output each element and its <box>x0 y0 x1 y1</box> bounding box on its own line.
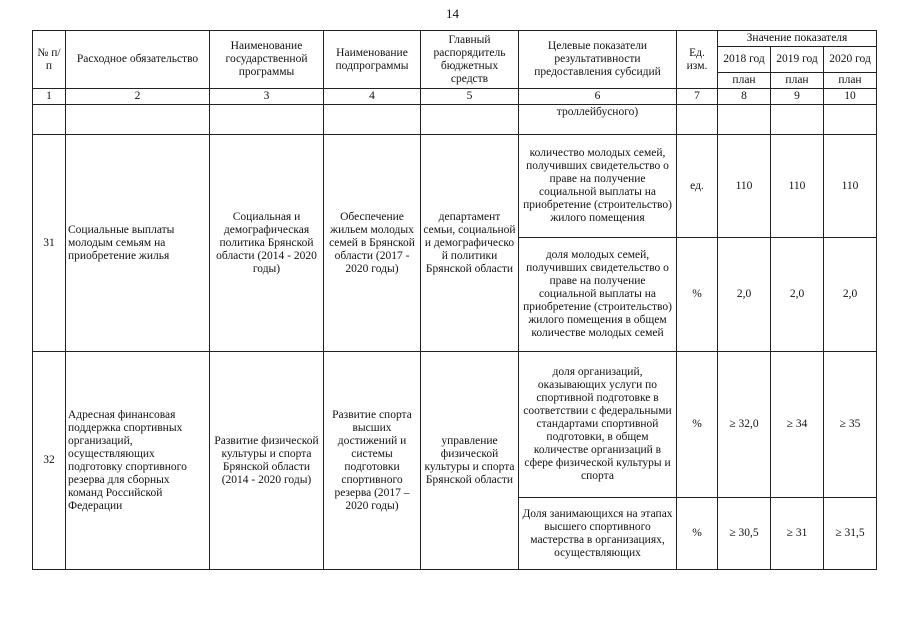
value-2018: ≥ 32,0 <box>718 352 771 498</box>
unit: % <box>677 352 718 498</box>
value-2018: 110 <box>718 135 771 238</box>
header-subprogram: Наименование подпрограммы <box>324 31 421 89</box>
value-2018: 2,0 <box>718 238 771 352</box>
header-expense: Расходное обязательство <box>66 31 210 89</box>
column-numbers-row <box>33 89 877 105</box>
column-number: 6 <box>519 89 677 105</box>
subprogram-name: Развитие спорта высших достижений и системы подготовки спортивного резерва (2017 – 2020 годы) <box>324 352 421 570</box>
column-number: 10 <box>824 89 877 105</box>
column-number: 8 <box>718 89 771 105</box>
value-2020: 2,0 <box>824 238 877 352</box>
subprogram-name: Обеспечение жильем молодых семей в Брянской области (2017 - 2020 годы) <box>324 135 421 352</box>
header-manager: Главный распорядитель бюджетных средств <box>421 31 519 89</box>
unit: % <box>677 498 718 570</box>
table-row <box>33 352 877 498</box>
value-2020: ≥ 35 <box>824 352 877 498</box>
target-indicator: доля молодых семей, получивших свидетельство о праве на получение социальной выплаты на приобретение (строительство) жилого помещения в общем количестве молодых семей <box>519 238 677 352</box>
program-name: Социальная и демографическая политика Брянской области (2014 - 2020 годы) <box>210 135 324 352</box>
header-row <box>33 31 877 47</box>
row-number: 31 <box>33 135 66 352</box>
value-2020: 110 <box>824 135 877 238</box>
value-2019: 110 <box>771 135 824 238</box>
unit: % <box>677 238 718 352</box>
target-indicator: доля организаций, оказывающих услуги по спортивной подготовке в соответствии с федеральными стандартами спортивной подготовки, в общем количестве организаций в сфере физической культуры и спорта <box>519 352 677 498</box>
value-2020: ≥ 31,5 <box>824 498 877 570</box>
header-plan: план <box>824 73 877 89</box>
value-2018: ≥ 30,5 <box>718 498 771 570</box>
header-year-2019: 2019 год <box>771 47 824 73</box>
budget-table <box>32 30 877 570</box>
row-number: 32 <box>33 352 66 570</box>
page-number: 14 <box>446 6 459 21</box>
header-targets: Целевые показатели результативности предоставления субсидий <box>519 31 677 89</box>
continuation-target: троллейбусного) <box>519 105 677 135</box>
expense-obligation: Социальные выплаты молодым семьям на приобретение жилья <box>66 135 210 352</box>
value-2019: ≥ 31 <box>771 498 824 570</box>
header-year-2020: 2020 год <box>824 47 877 73</box>
header-program: Наименование государственной программы <box>210 31 324 89</box>
budget-manager: управление физической культуры и спорта Брянской области <box>421 352 519 570</box>
budget-manager: департамент семьи, социальной и демографическо й политики Брянской области <box>421 135 519 352</box>
value-2019: 2,0 <box>771 238 824 352</box>
unit: ед. <box>677 135 718 238</box>
column-number: 3 <box>210 89 324 105</box>
continuation-row <box>33 105 877 135</box>
table-row <box>33 135 877 238</box>
program-name: Развитие физической культуры и спорта Брянской области (2014 - 2020 годы) <box>210 352 324 570</box>
header-num: № п/п <box>33 31 66 89</box>
header-plan: план <box>718 73 771 89</box>
target-indicator: Доля занимающихся на этапах высшего спортивного мастерства в организациях, осуществляющих <box>519 498 677 570</box>
column-number: 2 <box>66 89 210 105</box>
column-number: 4 <box>324 89 421 105</box>
column-number: 7 <box>677 89 718 105</box>
target-indicator: количество молодых семей, получивших свидетельство о праве на получение социальной выплаты на приобретение (строительство) жилого помещения <box>519 135 677 238</box>
header-unit: Ед. изм. <box>677 31 718 89</box>
expense-obligation: Адресная финансовая поддержка спортивных организаций, осуществляющих подготовку спортивного резерва для сборных команд Российской Федерации <box>66 352 210 570</box>
column-number: 5 <box>421 89 519 105</box>
column-number: 1 <box>33 89 66 105</box>
column-number: 9 <box>771 89 824 105</box>
header-value-group: Значение показателя <box>718 31 877 47</box>
value-2019: ≥ 34 <box>771 352 824 498</box>
header-year-2018: 2018 год <box>718 47 771 73</box>
header-plan: план <box>771 73 824 89</box>
